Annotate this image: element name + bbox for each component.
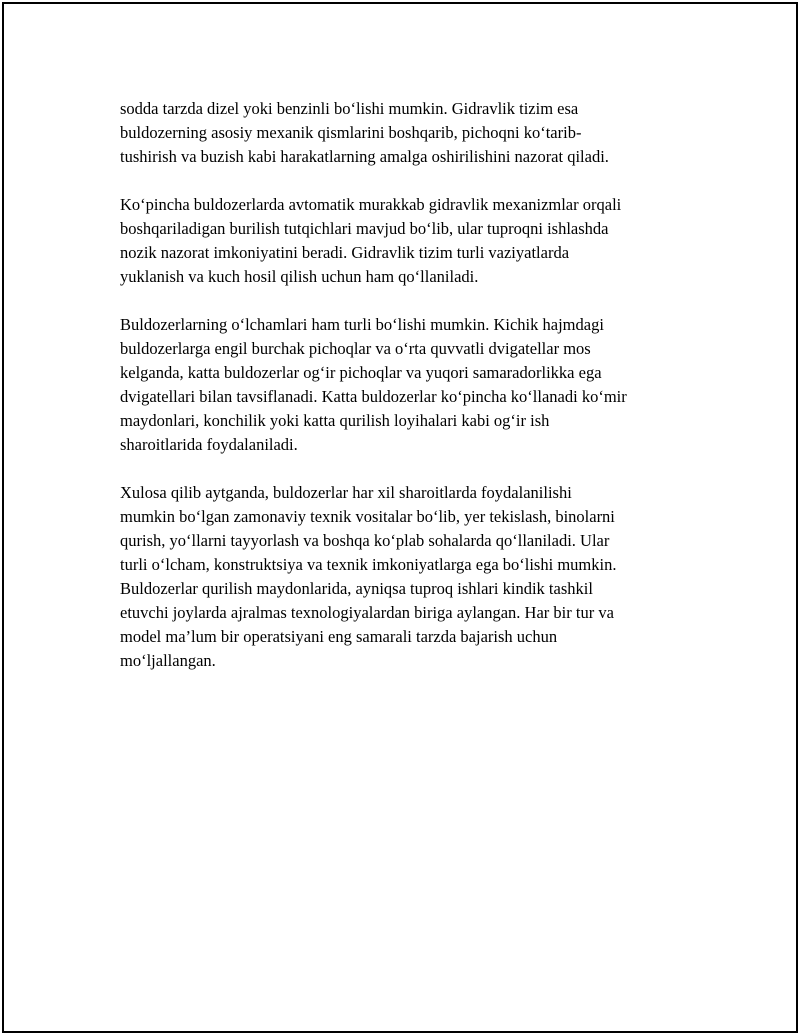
text-line: Buldozerlarning o‘lchamlari ham turli bo‘lishi mumkin. Kichik hajmdagi	[120, 315, 604, 334]
text-line: mo‘ljallangan.	[120, 651, 216, 670]
text-line: dvigatellari bilan tavsiflanadi. Katta buldozerlar ko‘pincha ko‘llanadi ko‘mir	[120, 387, 627, 406]
page-frame	[2, 2, 798, 1033]
text-line: qurish, yo‘llarni tayyorlash va boshqa ko‘plab sohalarda qo‘llaniladi. Ular	[120, 531, 610, 550]
text-line: yuklanish va kuch hosil qilish uchun ham qo‘llaniladi.	[120, 267, 479, 286]
text-line: maydonlari, konchilik yoki katta qurilish loyihalari kabi og‘ir ish	[120, 411, 550, 430]
paragraph-4	[120, 481, 700, 673]
text-line: Xulosa qilib aytganda, buldozerlar har xil sharoitlarda foydalanilishi	[120, 483, 572, 502]
text-line: kelganda, katta buldozerlar og‘ir pichoqlar va yuqori samaradorlikka ega	[120, 363, 602, 382]
text-line: etuvchi joylarda ajralmas texnologiyalardan biriga aylangan. Har bir tur va	[120, 603, 614, 622]
text-line: model ma’lum bir operatsiyani eng samarali tarzda bajarish uchun	[120, 627, 558, 646]
text-line: Buldozerlar qurilish maydonlarida, ayniqsa tuproq ishlari kindik tashkil	[120, 579, 593, 598]
document-body	[120, 97, 700, 697]
text-line: buldozerning asosiy mexanik qismlarini boshqarib, pichoqni ko‘tarib-	[120, 123, 582, 142]
text-line: Ko‘pincha buldozerlarda avtomatik murakkab gidravlik mexanizmlar orqali	[120, 195, 622, 214]
text-line: tushirish va buzish kabi harakatlarning amalga oshirilishini nazorat qiladi.	[120, 147, 609, 166]
text-line: mumkin bo‘lgan zamonaviy texnik vositalar bo‘lib, yer tekislash, binolarni	[120, 507, 615, 526]
paragraph-1	[120, 97, 700, 169]
text-line: nozik nazorat imkoniyatini beradi. Gidravlik tizim turli vaziyatlarda	[120, 243, 570, 262]
text-line: boshqariladigan burilish tutqichlari mavjud bo‘lib, ular tuproqni ishlashda	[120, 219, 609, 238]
paragraph-3	[120, 313, 700, 457]
text-line: turli o‘lcham, konstruktsiya va texnik imkoniyatlarga ega bo‘lishi mumkin.	[120, 555, 617, 574]
paragraph-2	[120, 193, 700, 289]
text-line: sharoitlarida foydalaniladi.	[120, 435, 298, 454]
text-line: buldozerlarga engil burchak pichoqlar va o‘rta quvvatli dvigatellar mos	[120, 339, 591, 358]
text-line: sodda tarzda dizel yoki benzinli bo‘lishi mumkin. Gidravlik tizim esa	[120, 99, 579, 118]
